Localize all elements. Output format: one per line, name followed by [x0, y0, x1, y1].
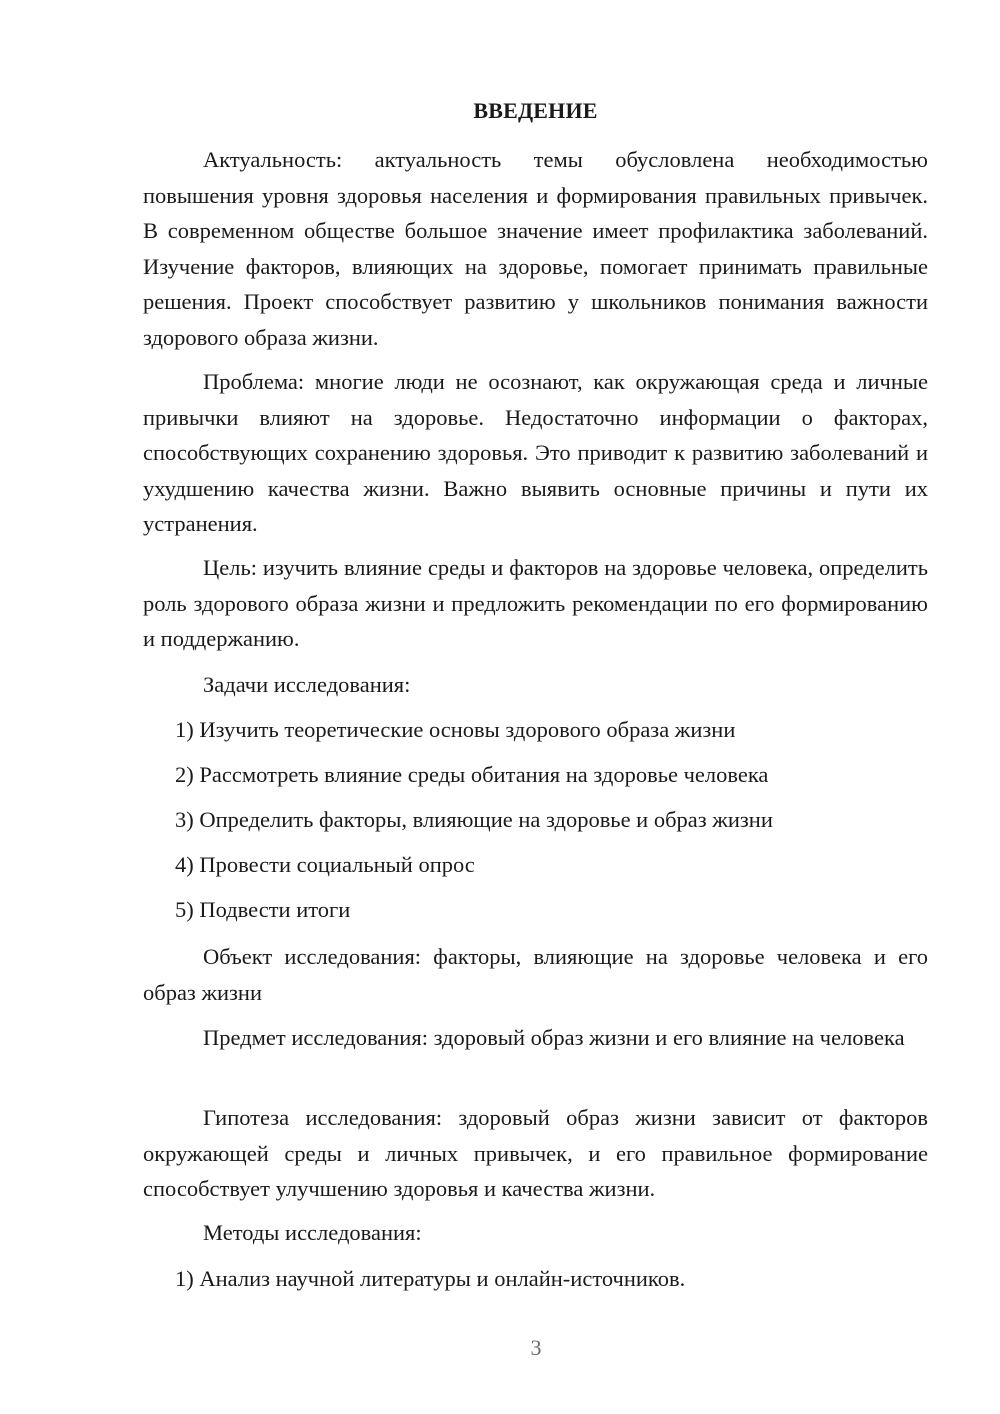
paragraph-goal: Цель: изучить влияние среды и факторов на здоровье человека, определить роль здорового образа жизни и предложить рекомендации по его формированию и поддержанию.: [143, 555, 928, 651]
paragraph-object: Объект исследования: факторы, влияющие на здоровье человека и его образ жизни: [143, 944, 928, 1005]
paragraph-relevance: Актуальность: актуальность темы обусловлена необходимостью повышения уровня здоровья населения и формирования правильных привычек. В современном обществе большое значение имеет профилактика заболеваний. Изучение факторов, влияющих на здоровье, помогает принимать правильные решения. Проект способствует развитию у школьников понимания важности здорового образа жизни.: [143, 147, 928, 350]
tasks-heading: Задачи исследования:: [203, 672, 411, 697]
section-title: ВВЕДЕНИЕ: [473, 98, 598, 123]
task-item-1: 1) Изучить теоретические основы здорового образа жизни: [175, 717, 736, 742]
page-number: 3: [530, 1335, 542, 1360]
paragraph-subject: Предмет исследования: здоровый образ жизни и его влияние на человека: [203, 1025, 905, 1050]
task-item-5: 5) Подвести итоги: [175, 897, 351, 922]
method-item-1: 1) Анализ научной литературы и онлайн-источников.: [175, 1266, 686, 1291]
methods-heading: Методы исследования:: [203, 1220, 422, 1245]
paragraph-problem: Проблема: многие люди не осознают, как окружающая среда и личные привычки влияют на здоровье. Недостаточно информации о факторах, способствующих сохранению здоровья. Это приводит к развитию заболеваний и ухудшению качества жизни. Важно выявить основные причины и пути их устранения.: [143, 369, 928, 536]
task-item-4: 4) Провести социальный опрос: [175, 852, 475, 877]
task-item-2: 2) Рассмотреть влияние среды обитания на здоровье человека: [175, 762, 769, 787]
task-item-3: 3) Определить факторы, влияющие на здоровье и образ жизни: [175, 807, 773, 832]
paragraph-hypothesis: Гипотеза исследования: здоровый образ жизни зависит от факторов окружающей среды и личных привычек, и его правильное формирование способствует улучшению здоровья и качества жизни.: [143, 1105, 928, 1201]
